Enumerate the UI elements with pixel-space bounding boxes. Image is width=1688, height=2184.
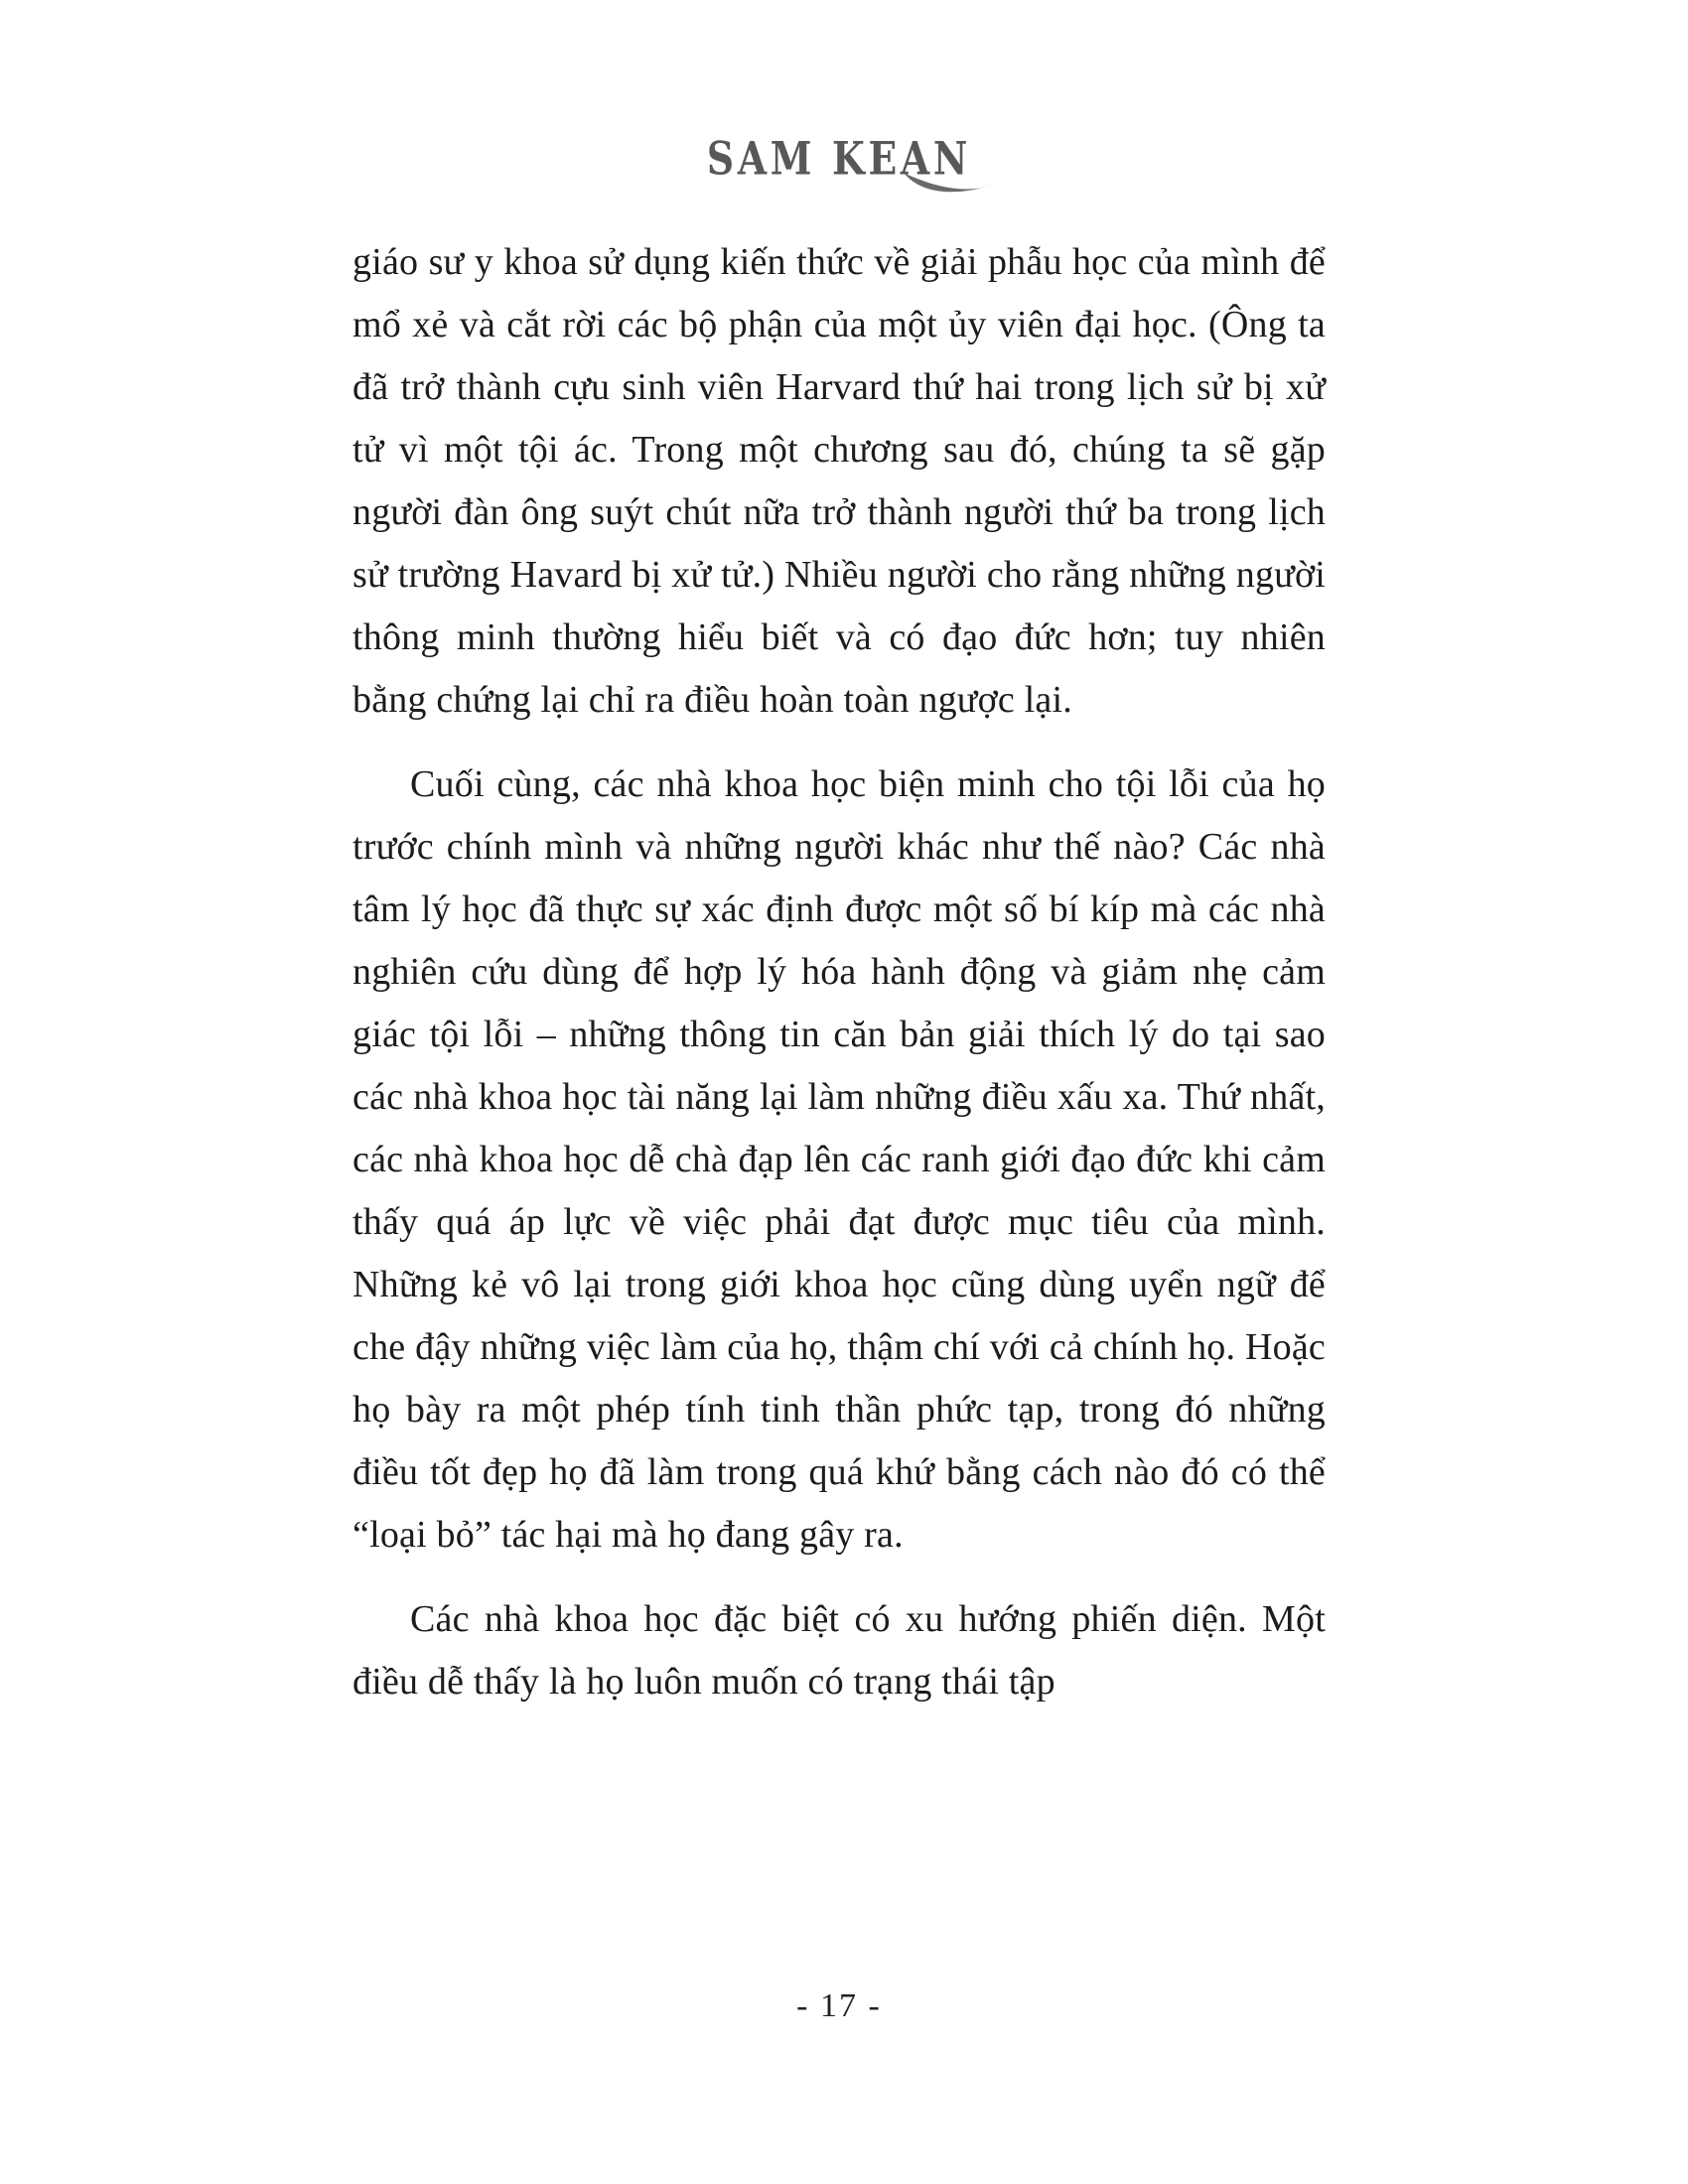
body-text [352,231,1326,1713]
header-author: SAM KEAN [706,132,972,186]
page-number: - 17 - [796,1987,882,2024]
paragraph-3: Các nhà khoa học đặc biệt có xu hướng phiến diện. Một điều dễ thấy là họ luôn muốn có trạng thái tập [352,1598,1326,1703]
paragraph-1: giáo sư y khoa sử dụng kiến thức về giải phẫu học của mình để mổ xẻ và cắt rời các bộ phận của một ủy viên đại học. (Ông ta đã trở thành cựu sinh viên Harvard thứ hai trong lịch sử bị xử tử vì một tội ác. Trong một chương sau đó, chúng ta sẽ gặp người đàn ông suýt chút nữa trở thành người thứ ba trong lịch sử trường Havard bị xử tử.) Nhiều người cho rằng những người thông minh thường hiểu biết và có đạo đức hơn; tuy nhiên bằng chứng lại chỉ ra điều hoàn toàn ngược lại. [352,241,1326,721]
header-flourish-swash [902,171,997,197]
paragraph-2: Cuối cùng, các nhà khoa học biện minh cho tội lỗi của họ trước chính mình và những người khác như thế nào? Các nhà tâm lý học đã thực sự xác định được một số bí kíp mà các nhà nghiên cứu dùng để hợp lý hóa hành động và giảm nhẹ cảm giác tội lỗi – những thông tin căn bản giải thích lý do tại sao các nhà khoa học tài năng lại làm những điều xấu xa. Thứ nhất, các nhà khoa học dễ chà đạp lên các ranh giới đạo đức khi cảm thấy quá áp lực về việc phải đạt được mục tiêu của mình. Những kẻ vô lại trong giới khoa học cũng dùng uyển ngữ để che đậy những việc làm của họ, thậm chí với cả chính họ. Hoặc họ bày ra một phép tính tinh thần phức tạp, trong đó những điều tốt đẹp họ đã làm trong quá khứ bằng cách nào đó có thể “loại bỏ” tác hại mà họ đang gây ra. [352,763,1326,1556]
